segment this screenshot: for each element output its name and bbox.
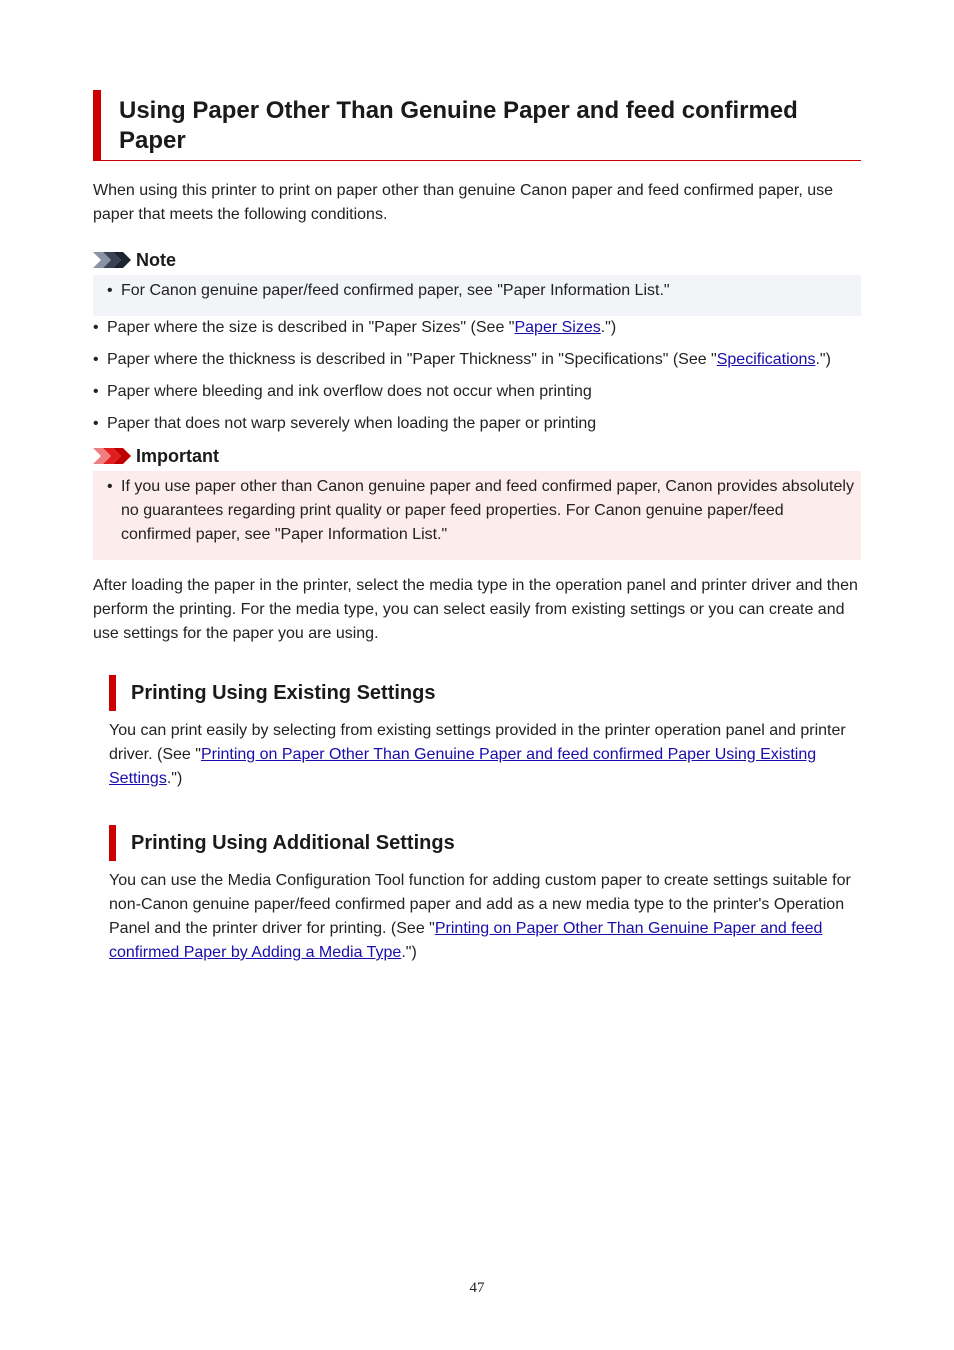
- page-content: [93, 90, 861, 965]
- page-title-block: [93, 90, 861, 161]
- note-item: • For Canon genuine paper/feed confirmed paper, see "Paper Information List.": [107, 279, 857, 303]
- after-paragraph: After loading the paper in the printer, select the media type in the operation panel and printer driver and then perform the printing. For the media type, you can select easily from existing settings or you can create and use settings for the paper you are using.: [93, 577, 858, 642]
- paper-sizes-link[interactable]: Paper Sizes: [514, 319, 601, 336]
- list-item: • Paper where the thickness is described in "Paper Thickness" in "Specifications" (See "Specifications."): [93, 348, 861, 372]
- section-title: Printing Using Existing Settings: [131, 681, 436, 704]
- important-box: [93, 471, 861, 560]
- existing-settings-link[interactable]: Printing on Paper Other Than Genuine Paper and feed confirmed Paper Using Existing Settings: [109, 746, 817, 787]
- add-media-type-link[interactable]: Printing on Paper Other Than Genuine Paper and feed confirmed Paper by Adding a Media Type: [109, 920, 823, 961]
- section-additional-body: You can use the Media Configuration Tool function for adding custom paper to create settings suitable for non-Canon genuine paper/feed confirmed paper and add as a new media type to the printer's Operation Panel and the printer driver for printing. (See "Printing on Paper Other Than Genuine Paper and feed confirmed Paper by Adding a Media Type."): [109, 872, 851, 961]
- important-item: • If you use paper other than Canon genuine paper and feed confirmed paper, Canon provides absolutely no guarantees regarding print quality or paper feed properties. For Canon genuine paper/feed confirmed paper, see "Paper Information List.": [107, 475, 857, 547]
- list-item: • Paper where bleeding and ink overflow does not occur when printing: [93, 380, 861, 404]
- section-title: Printing Using Additional Settings: [131, 831, 455, 854]
- section-accent-bar: [109, 825, 116, 861]
- title-accent-bar: [93, 90, 101, 160]
- important-arrows-icon: [93, 448, 131, 464]
- section-additional-heading: [109, 825, 861, 861]
- section-existing-heading: [109, 675, 861, 711]
- list-item: • Paper where the size is described in "Paper Sizes" (See "Paper Sizes."): [93, 316, 861, 340]
- conditions-list: [93, 316, 861, 436]
- section-accent-bar: [109, 675, 116, 711]
- section-existing-body: You can print easily by selecting from existing settings provided in the printer operation panel and printer driver. (See "Printing on Paper Other Than Genuine Paper and feed confirmed Paper Using Existing Settings."): [109, 722, 846, 787]
- important-header: [93, 444, 861, 468]
- list-item: • Paper that does not warp severely when loading the paper or printing: [93, 412, 861, 436]
- intro-paragraph: When using this printer to print on paper other than genuine Canon paper and feed confirmed paper, use paper that meets the following conditions.: [93, 182, 834, 223]
- note-label: Note: [136, 249, 176, 270]
- page-number: 47: [469, 1280, 485, 1296]
- important-label: Important: [136, 445, 219, 466]
- page-title: Using Paper Other Than Genuine Paper and feed confirmed Paper: [119, 97, 798, 154]
- note-header: [93, 248, 861, 272]
- note-arrows-icon: [93, 252, 131, 268]
- specifications-link[interactable]: Specifications: [716, 351, 816, 368]
- note-box: [93, 275, 861, 316]
